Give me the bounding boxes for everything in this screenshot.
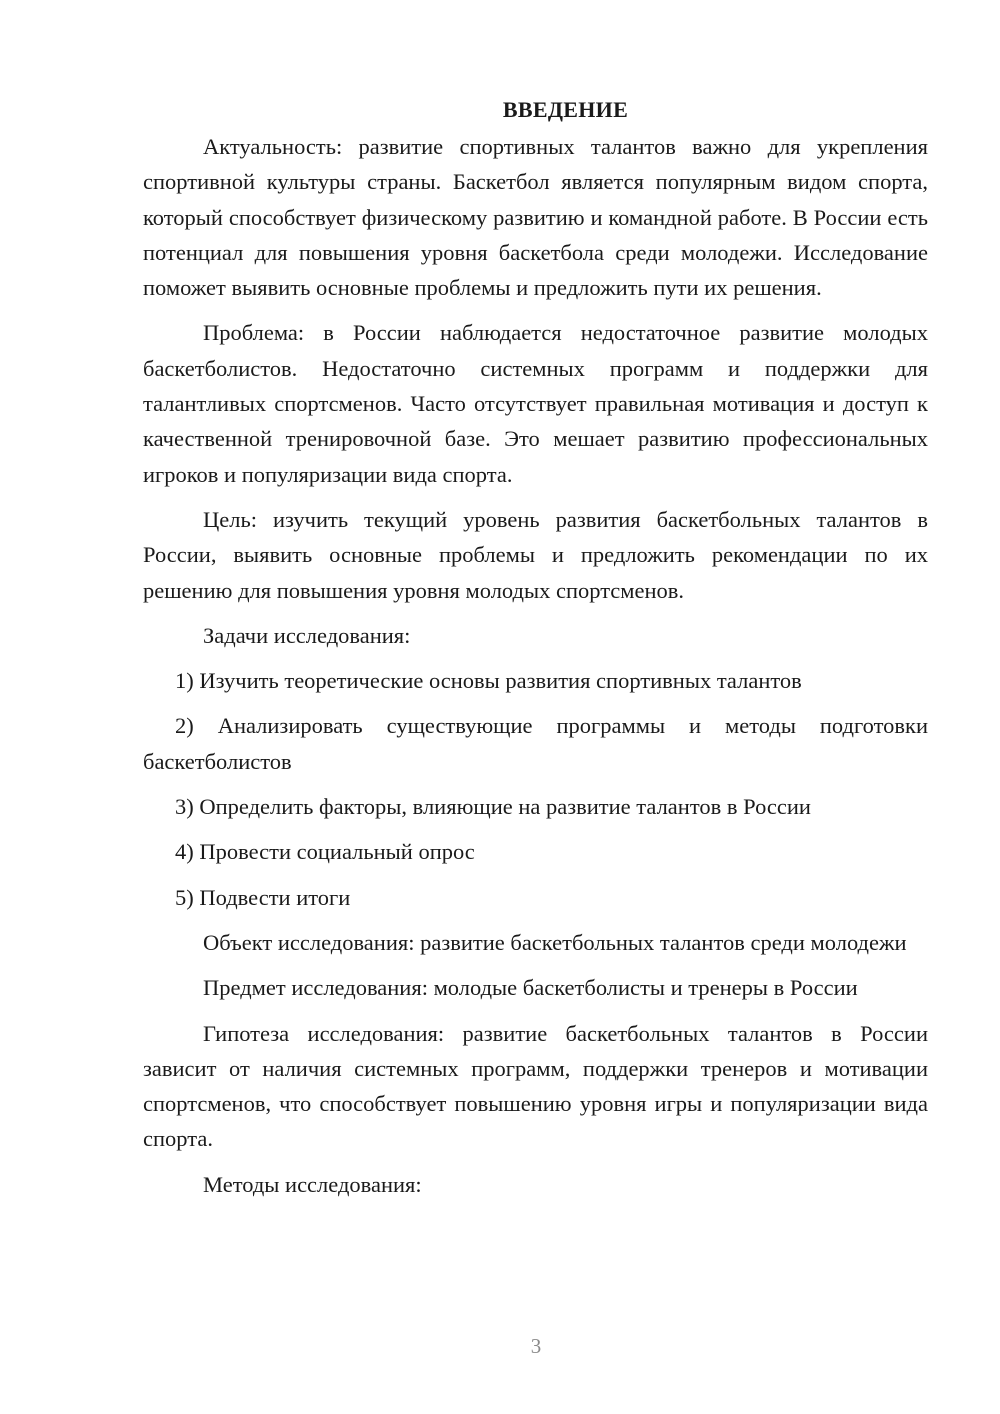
task-item-4: 4) Провести социальный опрос — [175, 839, 475, 865]
task-item-3: 3) Определить факторы, влияющие на развитие талантов в России — [175, 794, 811, 820]
paragraph-hypothesis: Гипотеза исследования: развитие баскетбольных талантов в России зависит от наличия системных программ, поддержки тренеров и мотивации спортсменов, что способствует повышению уровня игры и популяризации вида спорта. — [143, 1020, 928, 1152]
paragraph-relevance: Актуальность: развитие спортивных талантов важно для укрепления спортивной культуры страны. Баскетбол является популярным видом спорта, который способствует физическому развитию и командной работе. В России есть потенциал для повышения уровня баскетбола среди молодежи. Исследование поможет выявить основные проблемы и предложить пути их решения. — [143, 134, 928, 301]
methods-heading: Методы исследования: — [203, 1171, 422, 1197]
page-number: 3 — [530, 1334, 542, 1358]
task-item-2: 2) Анализировать существующие программы и методы подготовки баскетболистов — [143, 713, 928, 774]
paragraph-subject: Предмет исследования: молодые баскетболисты и тренеры в России — [203, 975, 858, 1001]
task-item-1: 1) Изучить теоретические основы развития спортивных талантов — [175, 668, 802, 694]
document-page — [143, 92, 928, 1202]
tasks-heading: Задачи исследования: — [203, 622, 411, 648]
paragraph-object: Объект исследования: развитие баскетбольных талантов среди молодежи — [203, 929, 907, 955]
section-title: ВВЕДЕНИЕ — [502, 97, 629, 122]
paragraph-goal: Цель: изучить текущий уровень развития баскетбольных талантов в России, выявить основные проблемы и предложить рекомендации по их решению для повышения уровня молодых спортсменов. — [143, 506, 928, 603]
paragraph-problem: Проблема: в России наблюдается недостаточное развитие молодых баскетболистов. Недостаточно системных программ и поддержки для талантливых спортсменов. Часто отсутствует правильная мотивация и доступ к качественной тренировочной базе. Это мешает развитию профессиональных игроков и популяризации вида спорта. — [143, 320, 928, 487]
task-item-5: 5) Подвести итоги — [175, 884, 351, 910]
